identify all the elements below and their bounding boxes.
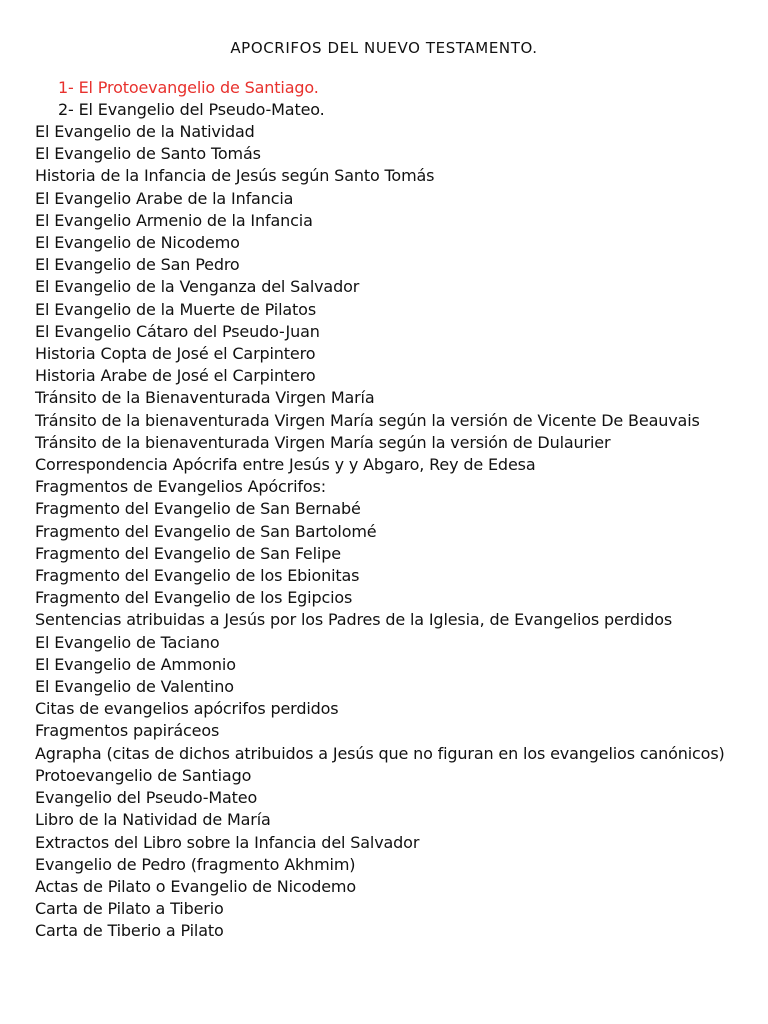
- list-item: Citas de evangelios apócrifos perdidos: [35, 699, 339, 719]
- list-item: Correspondencia Apócrifa entre Jesús y y Abgaro, Rey de Edesa: [35, 455, 536, 475]
- list-item: El Evangelio de Nicodemo: [35, 233, 240, 253]
- numbered-item-1: 1- El Protoevangelio de Santiago.: [58, 78, 319, 97]
- list-item: El Evangelio de San Pedro: [35, 255, 240, 275]
- list-item: Libro de la Natividad de María: [35, 810, 271, 830]
- list-item: El Evangelio de Ammonio: [35, 654, 236, 674]
- list-item: Fragmento del Evangelio de los Egipcios: [35, 588, 353, 608]
- list-item: El Evangelio Cátaro del Pseudo-Juan: [35, 321, 320, 341]
- list-item: Fragmento del Evangelio de los Ebionitas: [35, 566, 360, 586]
- list-item: Fragmento del Evangelio de San Bernabé: [35, 499, 361, 519]
- list-item: Fragmentos papiráceos: [35, 721, 220, 741]
- list-item: Tránsito de la bienaventurada Virgen María según la versión de Vicente De Beauvais: [35, 410, 700, 430]
- numbered-item-2: 2- El Evangelio del Pseudo-Mateo.: [58, 100, 325, 120]
- list-item: Tránsito de la Bienaventurada Virgen María: [35, 388, 375, 408]
- list-item: El Evangelio de la Venganza del Salvador: [35, 277, 360, 297]
- list-item: El Evangelio de Santo Tomás: [35, 144, 261, 164]
- list-item: Evangelio del Pseudo-Mateo: [35, 788, 258, 808]
- list-item: Historia de la Infancia de Jesús según Santo Tomás: [35, 166, 435, 186]
- list-item: El Evangelio de la Muerte de Pilatos: [35, 299, 316, 319]
- list-item: El Evangelio de Taciano: [35, 632, 220, 652]
- list-item: Carta de Pilato a Tiberio: [35, 899, 224, 919]
- list-item: Carta de Tiberio a Pilato: [35, 921, 224, 941]
- list-item: El Evangelio de Valentino: [35, 677, 234, 697]
- numbered-list: [58, 77, 325, 121]
- list-item: Fragmento del Evangelio de San Bartolomé: [35, 521, 377, 541]
- list-item: Sentencias atribuidas a Jesús por los Padres de la Iglesia, de Evangelios perdidos: [35, 610, 673, 630]
- list-item: Protoevangelio de Santiago: [35, 765, 252, 785]
- list-item: Historia Arabe de José el Carpintero: [35, 366, 316, 386]
- list-item: Actas de Pilato o Evangelio de Nicodemo: [35, 876, 356, 896]
- list-item: Fragmentos de Evangelios Apócrifos:: [35, 477, 326, 497]
- document-title: APOCRIFOS DEL NUEVO TESTAMENTO.: [230, 39, 538, 57]
- list-item: El Evangelio Armenio de la Infancia: [35, 210, 313, 230]
- list-item: Historia Copta de José el Carpintero: [35, 344, 316, 364]
- list-item: Evangelio de Pedro (fragmento Akhmim): [35, 854, 356, 874]
- list-item: El Evangelio Arabe de la Infancia: [35, 188, 294, 208]
- list-item: Fragmento del Evangelio de San Felipe: [35, 543, 341, 563]
- apocrypha-list: [35, 121, 735, 943]
- list-item: Extractos del Libro sobre la Infancia del Salvador: [35, 832, 420, 852]
- list-item: El Evangelio de la Natividad: [35, 122, 255, 141]
- list-item: Agrapha (citas de dichos atribuidos a Jesús que no figuran en los evangelios canónicos): [35, 743, 725, 763]
- list-item: Tránsito de la bienaventurada Virgen María según la versión de Dulaurier: [35, 432, 611, 452]
